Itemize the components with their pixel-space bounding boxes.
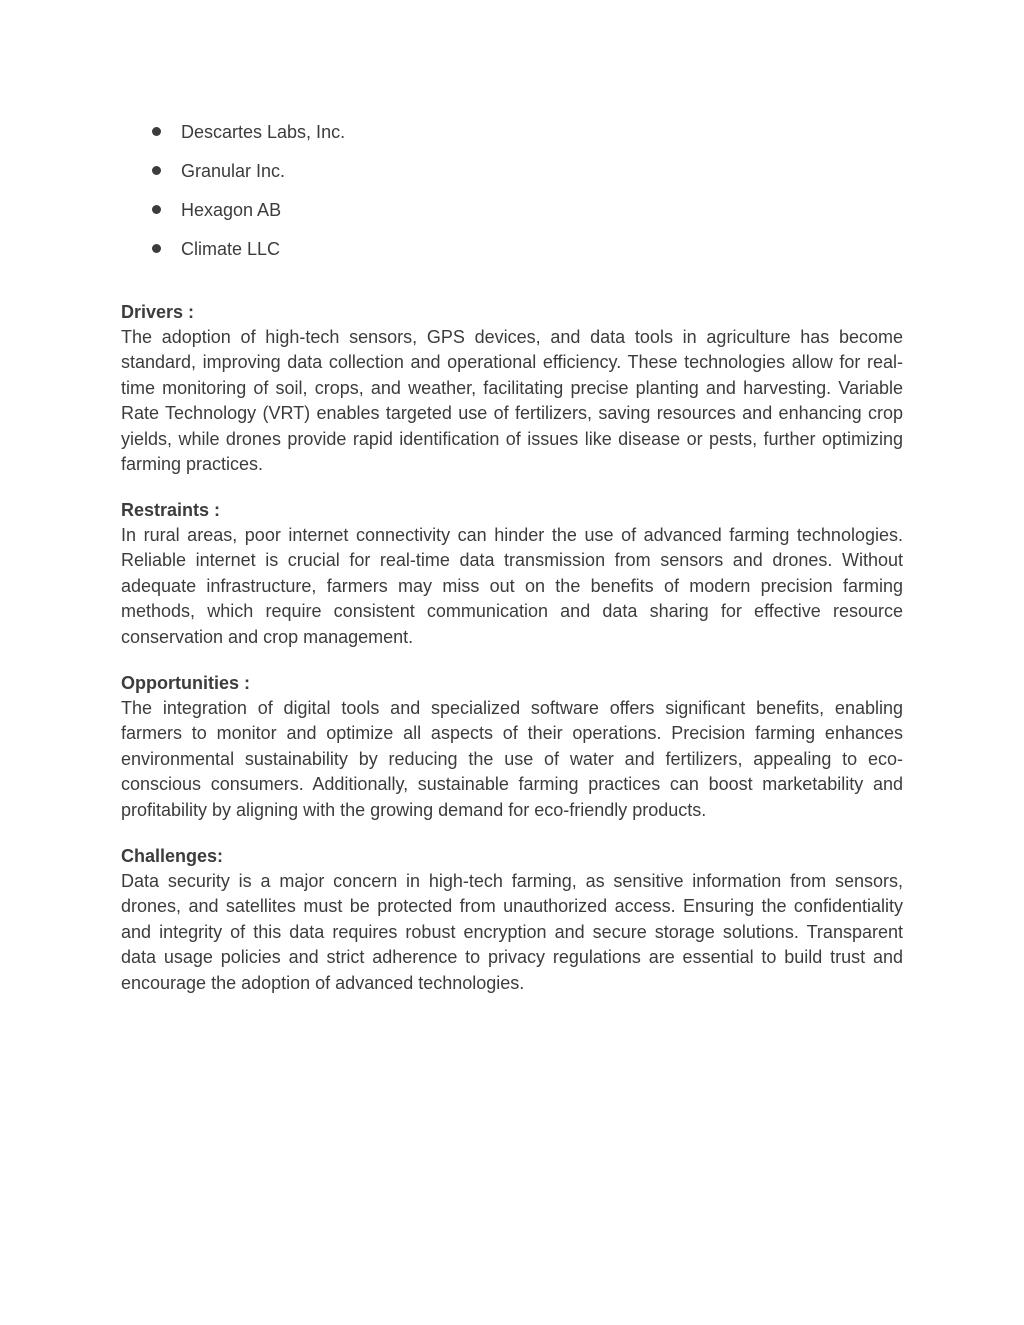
section-heading: Restraints : bbox=[121, 500, 221, 520]
restraints-section bbox=[121, 498, 903, 650]
bullet-icon bbox=[152, 127, 161, 136]
company-name: Descartes Labs, Inc. bbox=[181, 122, 346, 142]
section-body: The integration of digital tools and specialized software offers significant benefits, enabling farmers to monitor and optimize all aspects of their operations. Precision farming enhances environmental sustainability by reducing the use of water and fertilizers, appealing to eco-conscious consumers. Additionally, sustainable farming practices can boost marketability and profitability by aligning with the growing demand for eco-friendly products. bbox=[121, 698, 903, 820]
drivers-section bbox=[121, 300, 903, 477]
bullet-icon bbox=[152, 166, 161, 175]
section-body: The adoption of high-tech sensors, GPS devices, and data tools in agriculture has become standard, improving data collection and operational efficiency. These technologies allow for real-time monitoring of soil, crops, and weather, facilitating precise planting and harvesting. Variable Rate Technology (VRT) enables targeted use of fertilizers, saving resources and enhancing crop yields, while drones provide rapid identification of issues like disease or pests, further optimizing farming practices. bbox=[121, 327, 903, 475]
bullet-icon bbox=[152, 205, 161, 214]
section-heading: Challenges: bbox=[121, 846, 224, 866]
section-body: Data security is a major concern in high-tech farming, as sensitive information from sensors, drones, and satellites must be protected from unauthorized access. Ensuring the confidentiality and integrity of this data requires robust encryption and secure storage solutions. Transparent data usage policies and strict adherence to privacy regulations are essential to build trust and encourage the adoption of advanced technologies. bbox=[121, 871, 903, 993]
bullet-icon bbox=[152, 244, 161, 253]
challenges-section bbox=[121, 844, 903, 996]
section-heading: Drivers : bbox=[121, 302, 195, 322]
company-name: Granular Inc. bbox=[181, 161, 286, 181]
section-heading: Opportunities : bbox=[121, 673, 250, 693]
company-name: Hexagon AB bbox=[181, 200, 282, 220]
company-name: Climate LLC bbox=[181, 239, 281, 259]
section-body: In rural areas, poor internet connectivity can hinder the use of advanced farming technologies. Reliable internet is crucial for real-time data transmission from sensors and drones. Without adequate infrastructure, farmers may miss out on the benefits of modern precision farming methods, which require consistent communication and data sharing for effective resource conservation and crop management. bbox=[121, 525, 903, 647]
opportunities-section bbox=[121, 671, 903, 823]
